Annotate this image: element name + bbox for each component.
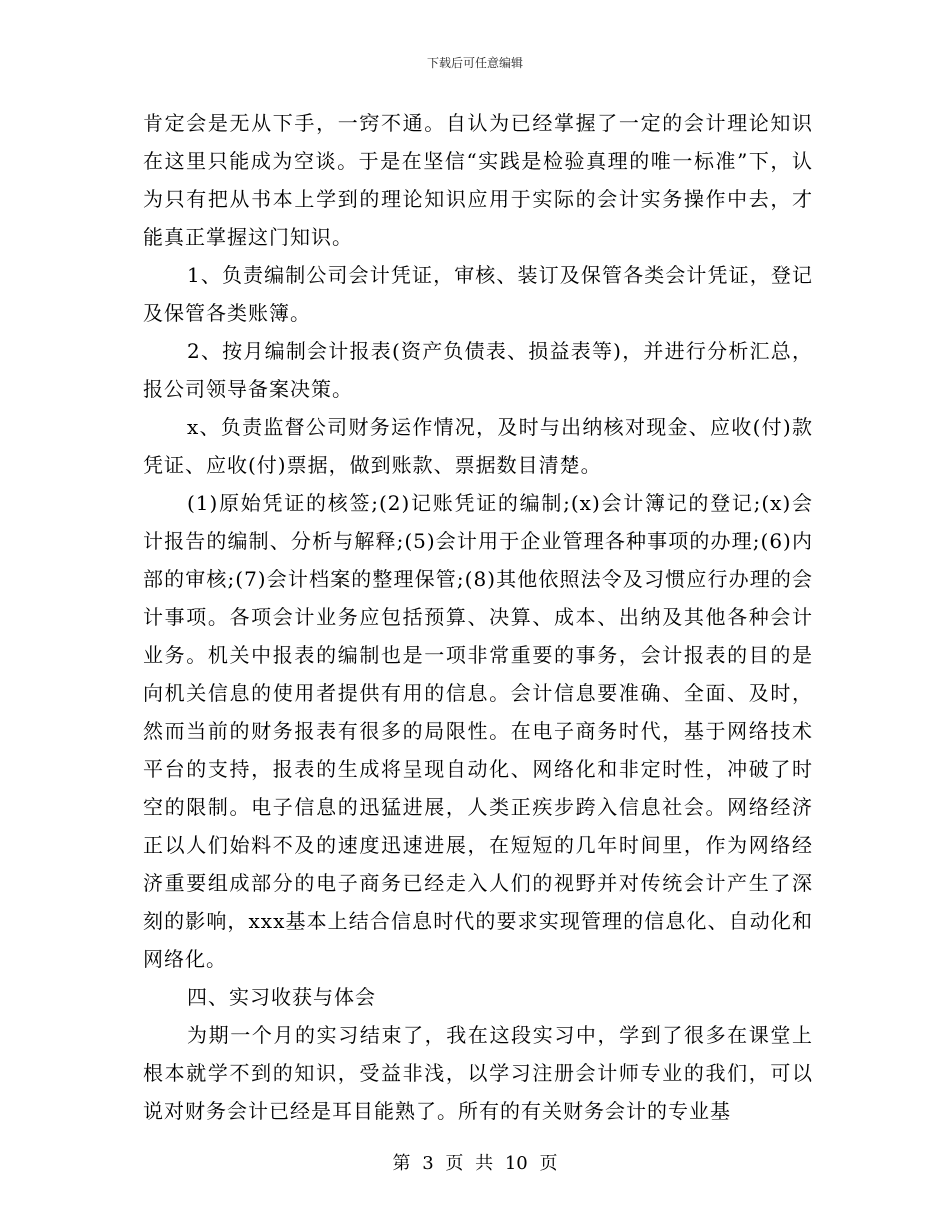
page-number: 第 3 页 共 10 页 [392, 1153, 558, 1174]
paragraph-reflection: 为期一个月的实习结束了，我在这段实习中，学到了很多在课堂上根本就学不到的知识，受益非浅，以学习注册会计师专业的我们，可以说对财务会计已经是耳目能熟了。所有的有关财务会计的专业基 [143, 1023, 813, 1123]
paragraph-duty-2: 2、按月编制会计报表(资产负债表、损益表等)，并进行分析汇总，报公司领导备案决策。 [143, 339, 813, 401]
paragraph-accounting-tasks: (1)原始凭证的核签;(2)记账凭证的编制;(x)会计簿记的登记;(x)会计报告的编制、分析与解释;(5)会计用于企业管理各种事项的办理;(6)内部的审核;(7)会计档案的整理保管;(8)其他依照法令及习惯应行办理的会计事项。各项会计业务应包括预算、决算、成本、出纳及其他各种会计业务。机关中报表的编制也是一项非常重要的事务，会计报表的目的是向机关信息的使用者提供有用的信息。会计信息要准确、全面、及时，然而当前的财务报表有很多的局限性。在电子商务时代，基于网络技术平台的支持，报表的生成将呈现自动化、网络化和非定时性，冲破了时空的限制。电子信息的迅猛进展，人类正疾步跨入信息社会。网络经济正以人们始料不及的速度迅速进展，在短短的几年时间里，作为网络经济重要组成部分的电子商务已经走入人们的视野并对传统会计产生了深刻的影响，xxx基本上结合信息时代的要求实现管理的信息化、自动化和网络化。 [143, 491, 813, 971]
section-heading: 四、实习收获与体会 [187, 985, 376, 1009]
document-body [143, 104, 813, 1130]
paragraph-duty-1: 1、负责编制公司会计凭证，审核、装订及保管各类会计凭证，登记及保管各类账簿。 [143, 263, 813, 325]
paragraph-continuation: 肯定会是无从下手，一窍不通。自认为已经掌握了一定的会计理论知识在这里只能成为空谈。于是在坚信“实践是检验真理的唯一标准”下，认为只有把从书本上学到的理论知识应用于实际的会计实务操作中去，才能真正掌握这门知识。 [143, 111, 813, 249]
page-header: 下载后可任意编辑 [426, 56, 523, 70]
paragraph-duty-3: x、负责监督公司财务运作情况，及时与出纳核对现金、应收(付)款凭证、应收(付)票据，做到账款、票据数目清楚。 [143, 415, 813, 477]
